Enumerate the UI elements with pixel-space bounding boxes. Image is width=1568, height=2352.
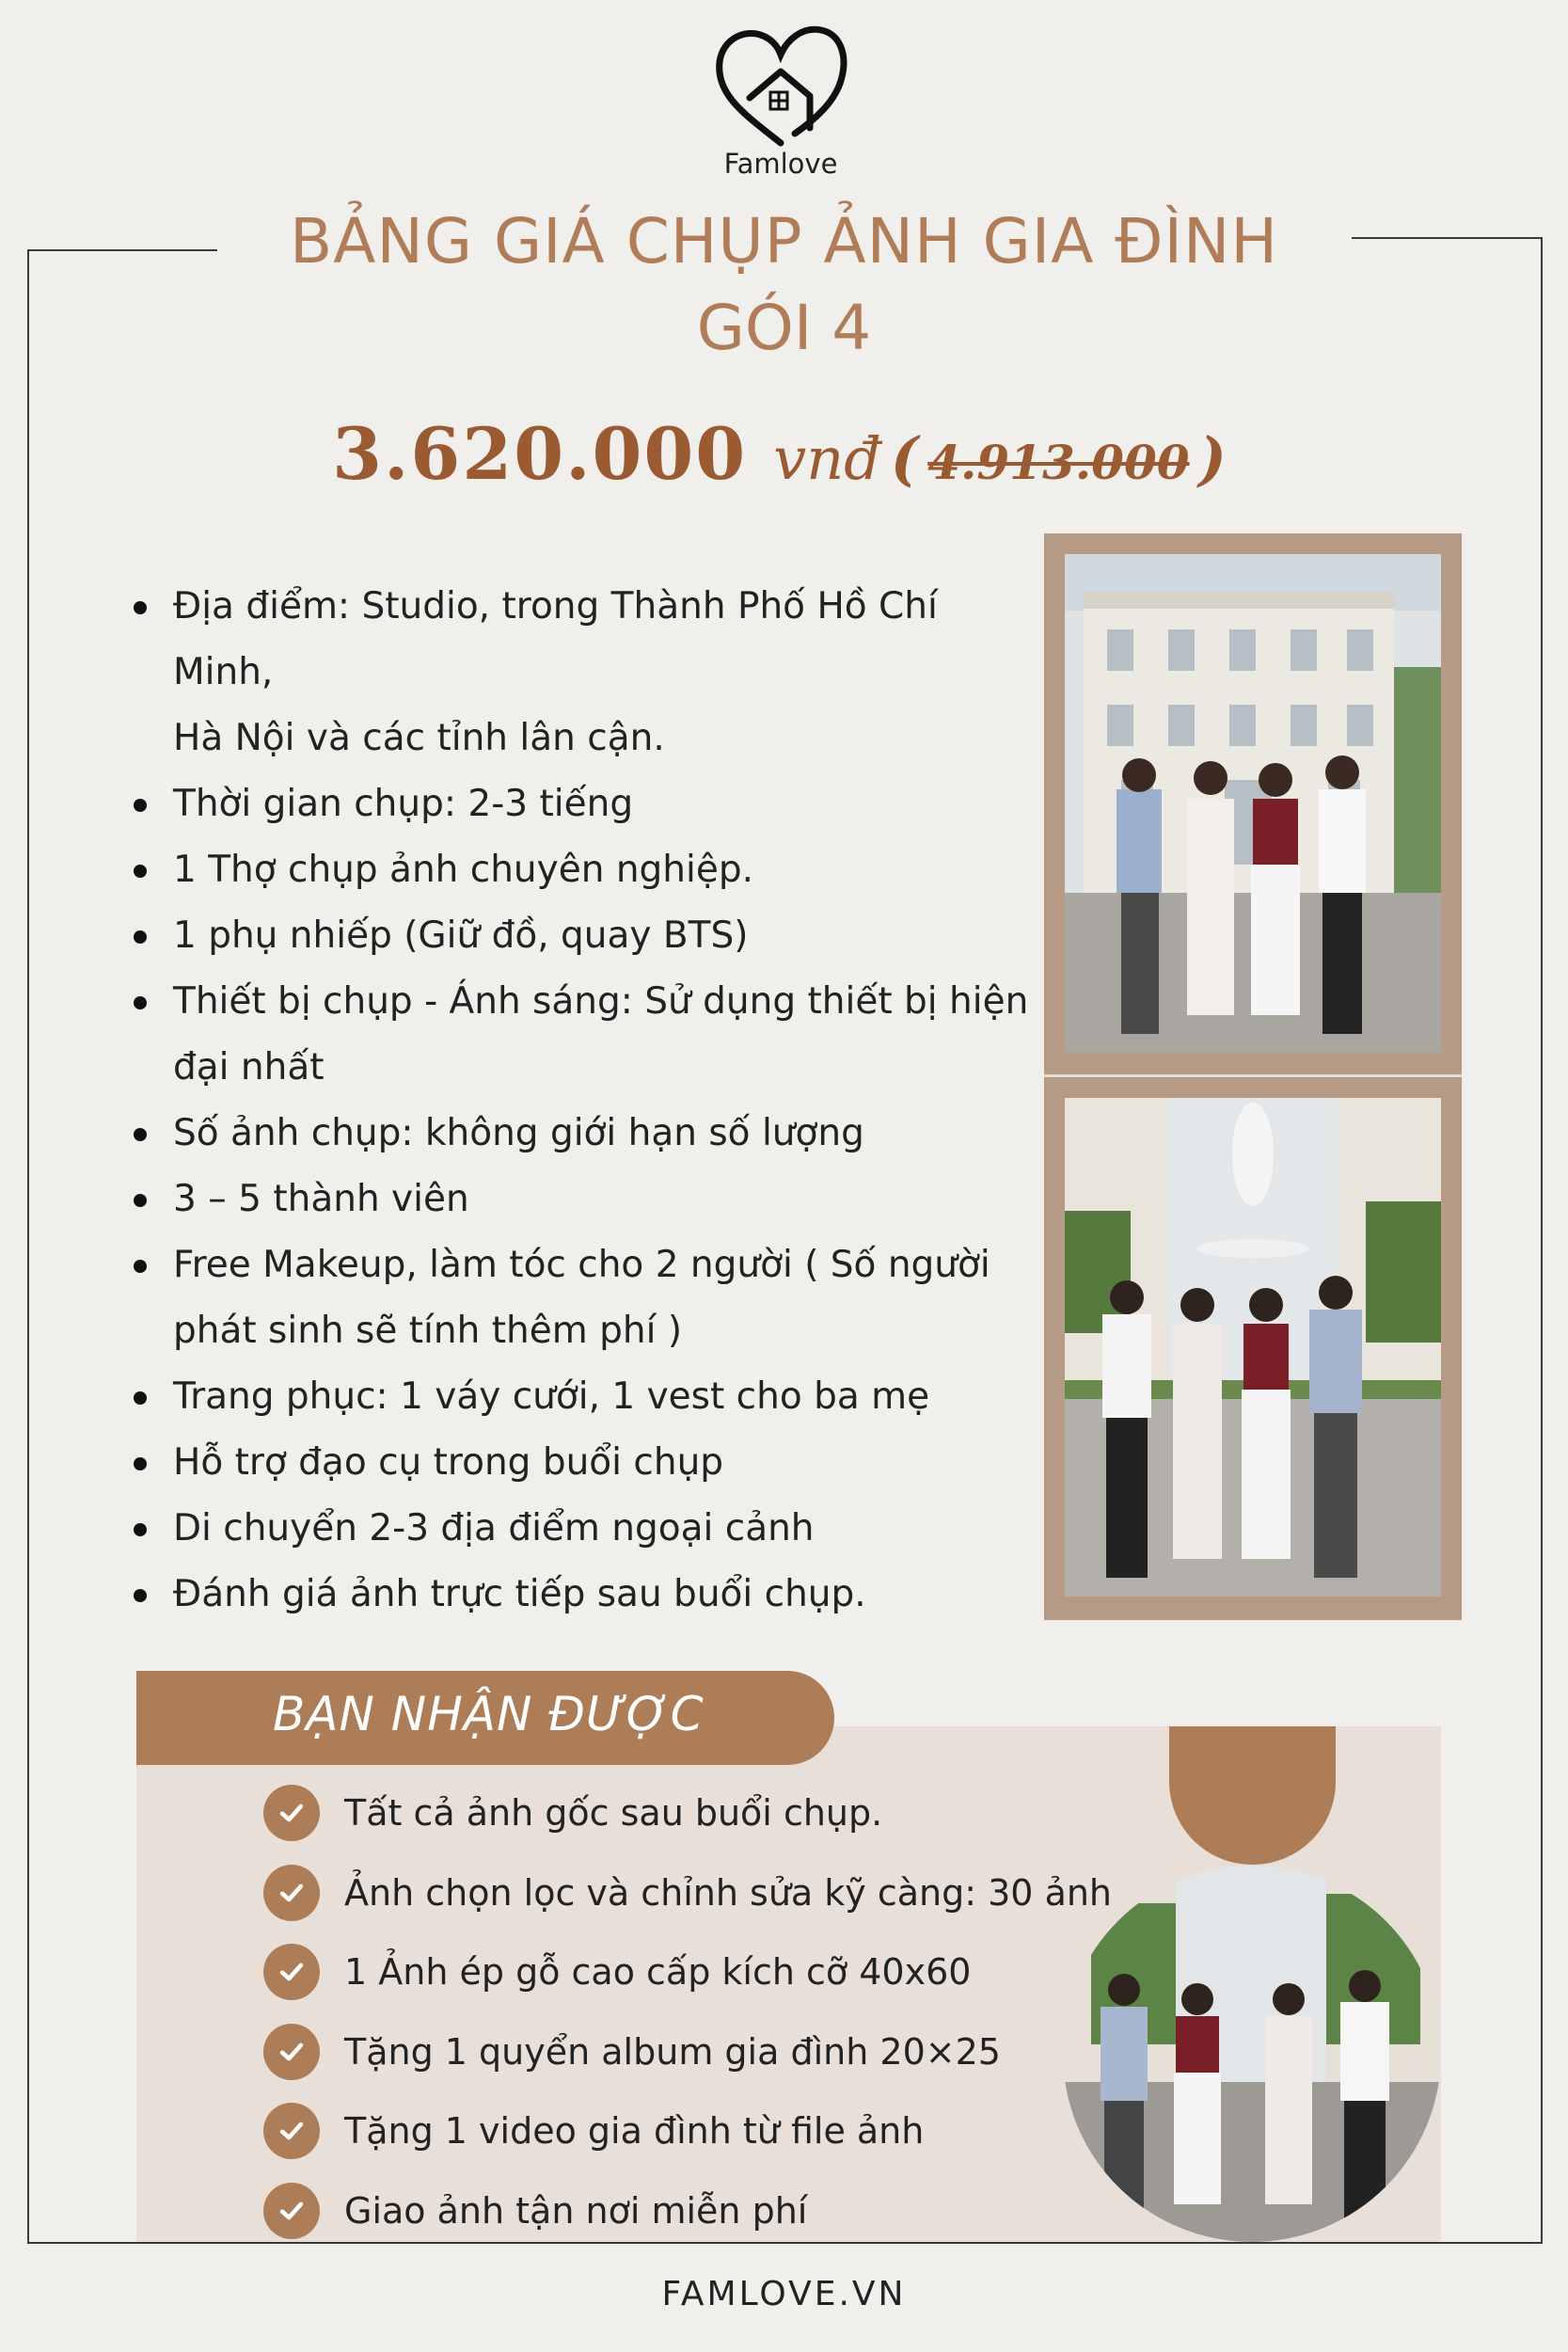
receive-item [263, 1773, 1112, 1853]
family-photo-building [1065, 554, 1441, 1053]
feature-item: 3 – 5 thành viên [132, 1167, 1035, 1232]
package-name: GÓI 4 [696, 292, 872, 364]
feature-item: 1 phụ nhiếp (Giữ đồ, quay BTS) [132, 903, 1035, 969]
check-circle-icon [263, 2183, 320, 2239]
receive-item-label: Tặng 1 quyển album gia đình 20×25 [344, 2030, 1001, 2073]
receive-heading: BẠN NHẬN ĐƯỢC [273, 1687, 705, 1741]
receive-item-label: Tất cả ảnh gốc sau buổi chụp. [344, 1792, 883, 1835]
receive-item [263, 2091, 1112, 2171]
feature-item-continued: phát sinh sẽ tính thêm phí ) [173, 1310, 683, 1352]
feature-item: Địa điểm: Studio, trong Thành Phố Hồ Chí Minh, [132, 574, 1035, 706]
page-title: BẢNG GIÁ CHỤP ẢNH GIA ĐÌNH [290, 205, 1278, 278]
feature-item: Số ảnh chụp: không giới hạn số lượng [132, 1101, 1035, 1167]
heart-house-logo-icon [710, 23, 851, 150]
check-circle-icon [263, 1944, 320, 2000]
photo-frame [1044, 533, 1462, 1620]
receive-item [263, 2171, 1112, 2251]
photo-divider [1044, 1074, 1462, 1077]
feature-item: Thiết bị chụp - Ánh sáng: Sử dụng thiết bị hiện [132, 969, 1035, 1035]
price-unit: vnđ [773, 424, 881, 493]
receive-item [263, 1932, 1112, 2012]
check-circle-icon [263, 2103, 320, 2159]
original-price: 4.913.000 [927, 435, 1190, 490]
frame-line-right [1541, 237, 1543, 2244]
receive-item [263, 1853, 1112, 1933]
family-photo-fountain [1065, 1098, 1441, 1597]
check-circle-icon [263, 1865, 320, 1921]
check-circle-icon [263, 1785, 320, 1841]
feature-item-continued: đại nhất [173, 1046, 325, 1089]
price-open-paren: ( [890, 424, 919, 493]
receive-item-label: Ảnh chọn lọc và chỉnh sửa kỹ càng: 30 ảnh [344, 1871, 1113, 1914]
feature-item: 1 Thợ chụp ảnh chuyên nghiệp. [132, 837, 1035, 903]
frame-line-left [27, 249, 29, 2244]
feature-item: Đánh giá ảnh trực tiếp sau buổi chụp. [132, 1562, 1035, 1628]
feature-item: Di chuyển 2-3 địa điểm ngoại cảnh [132, 1496, 1035, 1562]
feature-list [132, 574, 1035, 1628]
feature-item-continued: Hà Nội và các tỉnh lân cận. [173, 717, 665, 759]
website-footer[interactable]: FAMLOVE.VN [661, 2275, 907, 2313]
receive-item-label: Giao ảnh tận nơi miễn phí [344, 2189, 808, 2232]
family-photo-street [1063, 1866, 1441, 2242]
receive-item-label: 1 Ảnh ép gỗ cao cấp kích cỡ 40x60 [344, 1951, 972, 1994]
price-row [0, 412, 1568, 496]
feature-item: Free Makeup, làm tóc cho 2 người ( Số người [132, 1232, 1035, 1298]
feature-item: Trang phục: 1 váy cưới, 1 vest cho ba mẹ [132, 1364, 1035, 1430]
receive-item-label: Tặng 1 video gia đình từ file ảnh [344, 2110, 925, 2153]
brand-logo [710, 23, 851, 183]
feature-item: Thời gian chụp: 2-3 tiếng [132, 771, 1035, 837]
brand-name: Famlove [723, 148, 838, 180]
receive-item [263, 2012, 1112, 2092]
current-price: 3.620.000 [332, 412, 748, 496]
feature-item: Hỗ trợ đạo cụ trong buổi chụp [132, 1430, 1035, 1496]
price-close-paren: ) [1198, 424, 1227, 493]
receive-list [263, 1773, 1112, 2250]
check-circle-icon [263, 2024, 320, 2080]
